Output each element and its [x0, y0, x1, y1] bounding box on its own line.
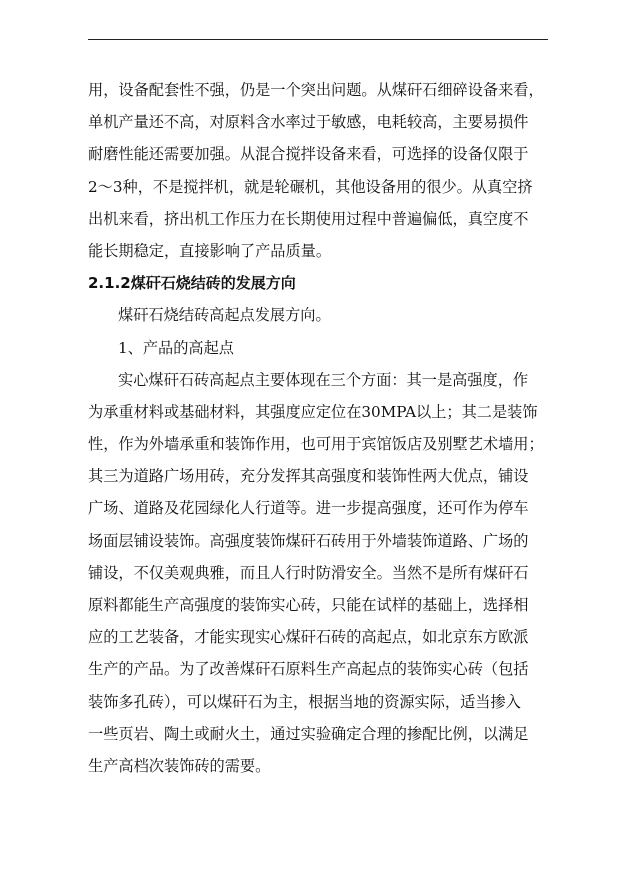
text-line: 原料都能生产高强度的装饰实心砖，只能在试样的基础上，选择相	[88, 596, 529, 614]
text-line: 单机产量还不高，对原料含水率过于敏感，电耗较高，主要易损件	[88, 113, 529, 132]
text-line: 场面层铺设装饰。高强度装饰煤矸石砖用于外墙装饰道路、广场的	[88, 531, 529, 550]
text-line: 应的工艺装备，才能实现实心煤矸石砖的高起点，如北京东方欧派	[88, 628, 529, 647]
text-line: 用，设备配套性不强，仍是一个突出问题。从煤矸石细碎设备来看，	[88, 81, 544, 99]
paragraph-2	[88, 364, 548, 782]
header-rule	[88, 39, 548, 40]
paragraph-1	[88, 74, 548, 267]
text-line: 实心煤矸石砖高起点主要体现在三个方面：其一是高强度，作	[118, 370, 529, 389]
text-line: 生产的产品。为了改善煤矸石原料生产高起点的装饰实心砖（包括	[88, 660, 529, 679]
subheading: 1、产品的高起点	[118, 338, 234, 357]
text-line: 其三为道路广场用砖，充分发挥其高强度和装饰性两大优点，铺设	[88, 467, 529, 486]
text-line: 为承重材料或基础材料，其强度应定位在30MPA以上；其二是装饰	[88, 402, 538, 421]
text-line: 广场、道路及花园绿化人行道等。进一步提高强度，还可作为停车	[88, 499, 529, 518]
text-line: 生产高档次装饰砖的需要。	[88, 756, 271, 775]
text-line: 耐磨性能还需要加强。从混合搅拌设备来看，可选择的设备仅限于	[88, 145, 529, 164]
text-line: 一些页岩、陶土或耐火土，通过实验确定合理的掺配比例，以满足	[88, 724, 529, 743]
text-line: 2～3种，不是搅拌机，就是轮碾机，其他设备用的很少。从真空挤	[88, 177, 533, 196]
text-line: 性，作为外墙承重和装饰作用，也可用于宾馆饭店及别墅艺术墙用；	[88, 435, 544, 454]
text-line: 能长期稳定，直接影响了产品质量。	[88, 241, 331, 260]
text-line: 出机来看，挤出机工作压力在长期使用过程中普遍偏低，真空度不	[88, 209, 529, 228]
intro-line: 煤矸石烧结砖高起点发展方向。	[118, 306, 331, 325]
text-line: 装饰多孔砖），可以煤矸石为主，根据当地的资源实际，适当掺入	[88, 692, 521, 711]
section-heading: 2.1.2煤矸石烧结砖的发展方向	[88, 274, 296, 293]
document-body	[88, 74, 548, 782]
text-line: 铺设，不仅美观典雅，而且人行时防滑安全。当然不是所有煤矸石	[88, 563, 529, 582]
